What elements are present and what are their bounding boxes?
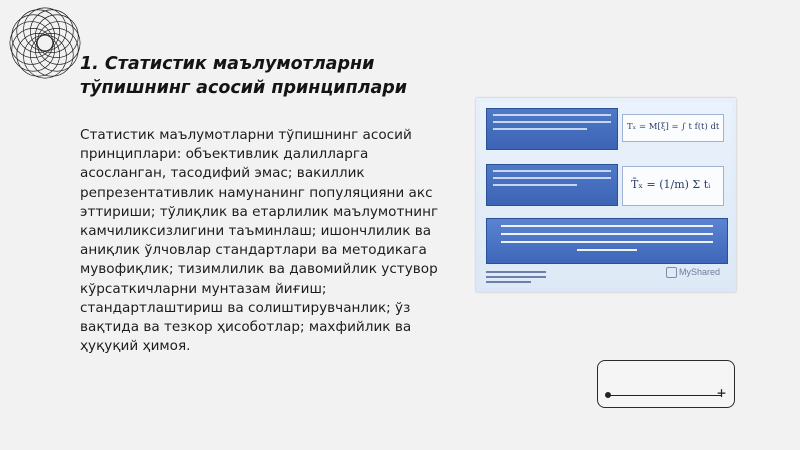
slide-body-text: Статистик маълумотларни тўпишнинг асосий принциплари: объективлик далилларга асосланган, тасодифий эмас; вакиллик репрезентативлик намунанинг популяцияни акс эттириши; тўлиқлик ва етарлилик маълумотнинг камчиликсизлигини таъминлаш; ишончлилик ва аниқлик ўлчовлар стандартлари ва методикага мувофиқлик; тизимлилик ва давомийлик устувор кўрсаткичларни мунтазам йиғиш; стандартлаштириш ва солиштирувчанлик; ўз вақтида ва тезкор ҳисоботлар; махфийлик ва ҳуқуқий ҳимоя. [80,127,439,355]
plus-icon[interactable]: + [716,384,726,402]
myshared-label: MyShared [679,267,721,277]
formula-box-2 [622,166,724,206]
formula-2-text: T̄ₓ = (1/m) Σ tᵢ [631,178,711,191]
formula-box-1 [622,114,724,142]
slide-title: 1. Статистик маълумотларни тўпишнинг асосий принциплари [80,54,408,98]
myshared-logo-icon [666,267,677,278]
embedded-slide-content [480,102,732,288]
slider-track[interactable] [608,395,722,396]
formula-1-text: Tₓ = M[ξ] = ∫ t f(t) dt [627,122,720,132]
definition-box-1 [486,108,618,150]
myshared-watermark [666,267,720,278]
slider-dot-icon[interactable] [605,392,611,398]
spirograph-logo-icon [6,4,84,82]
embedded-slide-image [476,98,736,292]
summary-box [486,218,728,264]
image-caption-lines [486,268,546,283]
definition-box-2 [486,164,618,206]
timeline-slider-widget[interactable] [597,360,735,408]
